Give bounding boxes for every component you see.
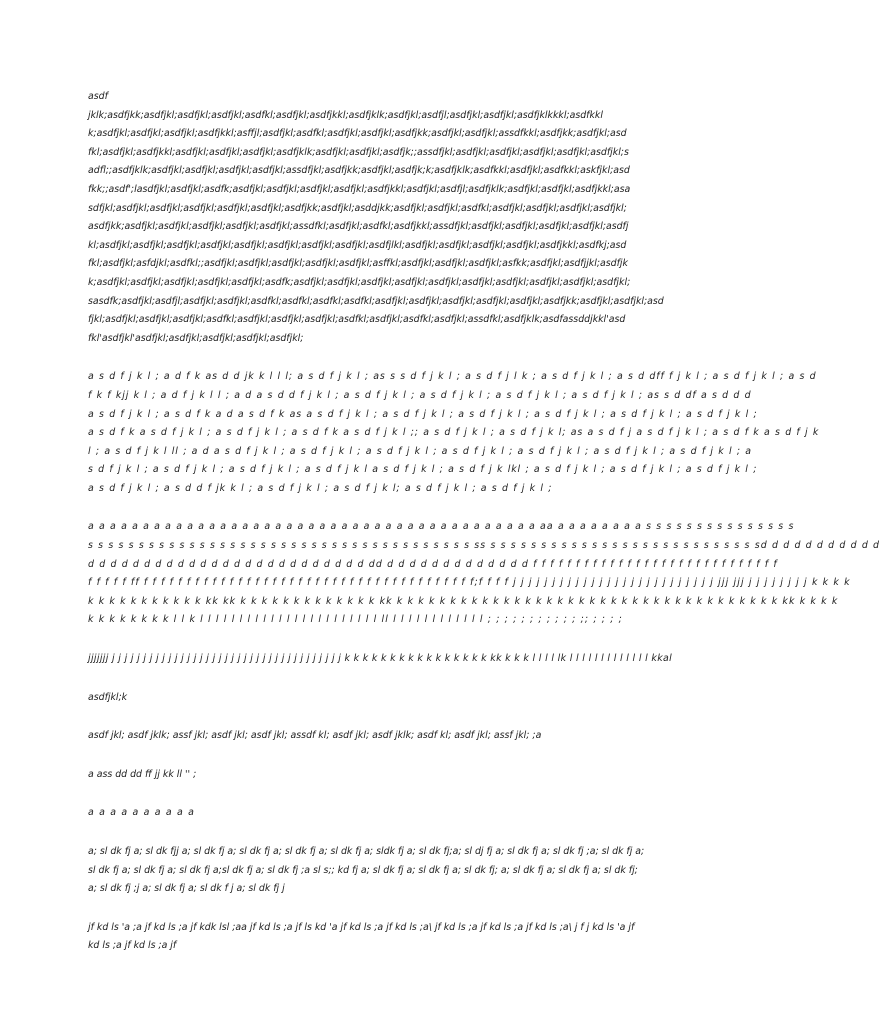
text-line: asdf <box>88 91 108 102</box>
text-line: fkl;asdfjkl;asdfjkkl;asdfjkl;asdfjkl;asdfjkl;asdfjklk;asdfjkl;asdfjkl;asdfjk;;assdfjkl;asdfjkl;asdfjkl;asdfjkl;asdfjkl;asdfjkl;s <box>88 146 629 158</box>
text-line: kd ls ;a jf kd ls ;a jf <box>88 940 177 952</box>
text-line: a a a a a a a a a a a a a a a a a a a a a a a a a a a a a a a a a a a a a a a a a aa a a a a a a a a s s s s s s s s s s s s s s s <box>88 521 795 533</box>
paragraph-4 <box>88 650 680 669</box>
text-line: jf kd ls 'a ;a jf kd ls ;a jf kdk lsl ;aa jf kd ls ;a jf ls kd 'a jf kd ls ;a jf kd ls ;a\ jf kd ls ;a jf kd ls ;a jf kd ls ;a\ j f j kd ls 'a jf <box>88 921 635 933</box>
text-line: sdfjkl;asdfjkl;asdfjkl;asdfjkl;asdfjkl;asdfjkl;asdfjkk;asdfjkl;asddjkk;asdfjkl;asdfjkl;asdfkl;asdfjkl;asdfjkl;asdfjkl;asdfjkl; <box>88 202 627 214</box>
paragraph-7 <box>88 766 680 785</box>
paragraph-5 <box>88 689 680 708</box>
text-line: asdfjkl;k <box>88 691 128 703</box>
paragraph-2 <box>88 368 820 498</box>
text-line: asdfjkk;asdfjkl;asdfjkl;asdfjkl;asdfjkl;asdfjkl;assdfkl;asdfjkl;asdfkl;asdfjkkl;assdfjkl;asdfjkl;asdfjkl;asdfjkl;asdfjkl;asdfj <box>88 221 629 233</box>
text-line: a s d f j k l ; a s d f k a d a s d f k as a s d f j k l ; a s d f j k l ; a s d f j k l ; a s d f j k l ; a s d f j k l ; a s d f j k l ; <box>88 408 758 420</box>
text-line: a ass dd dd ff jj kk ll '' ; <box>88 768 197 780</box>
document-page <box>88 88 880 976</box>
text-line: fkk;;asdf';lasdfjkl;asdfjkl;asdfk;asdfjkl;asdfjkl;asdfjkl;asdfjkl;asdfjkkl;asdfjkl;asdfjl;asdfjklk;asdfjkl;asdfjkl;asdfjkkl;asa <box>88 183 631 195</box>
paragraph-3 <box>88 518 880 630</box>
text-line: s d f j k l ; a s d f j k l ; a s d f j k l ; a s d f j k l a s d f j k l ; a s d f j k lkl ; a s d f j k l ; a s d f j k l ; a s d f j k l ; <box>88 464 758 476</box>
text-line: f k f kjj k l ; a d f j k l l ; a d a s d d f j k l ; a s d f j k l ; a s d f j k l ; a s d f j k l ; a s d f j k l ; as s d df a s d d d <box>88 389 752 401</box>
text-line: sasdfk;asdfjkl;asdfjl;asdfjkl;asdfjkl;asdfkl;asdfkl;asdfkl;asdfkl;asdfjkl;asdfjkl;asdfjkl;asdfjkl;asdfjkl;asdfjkk;asdfjkl;asdfjkl;asd <box>88 295 664 307</box>
text-line: adfl;;asdfjklk;asdfjkl;asdfjkl;asdfjkl;asdfjkl;assdfjkl;asdfjkk;asdfjkl;asdfjk;k;asdfjklk;asdfkkl;asdfjkl;asdfkkl;askfjkl;asd <box>88 165 630 177</box>
text-line: k;asdfjkl;asdfjkl;asdfjkl;asdfjkkl;asffjl;asdfjkl;asdfkl;asdfjkl;asdfjkl;asdfjkk;asdfjkl;asdfjkl;assdfkkl;asdfjkk;asdfjkl;asd <box>88 128 627 140</box>
text-line: l ; a s d f j k l ll ; a d a s d f j k l ; a s d f j k l ; a s d f j k l ; a s d f j k l ; a s d f j k l ; a s d f j k l ; a s d f j k l ; a <box>88 445 752 457</box>
text-line: jklk;asdfjkk;asdfjkl;asdfjkl;asdfjkl;asdfkl;asdfjkl;asdfjkkl;asdfjklk;asdfjkl;asdfjl;asdfjkl;asdfjkl;asdfjklkkkl;asdfkkl <box>88 109 603 121</box>
text-line: kl;asdfjkl;asdfjkl;asdfjkl;asdfjkl;asdfjkl;asdfjkl;asdfjkl;asdfjkl;asdfjlkl;asdfjkl;asdfjkl;asdfjkl;asdfjkl;asdfjkkl;asdfkj;asd <box>88 239 627 251</box>
text-line: fkl'asdfjkl'asdfjkl;asdfjkl;asdfjkl;asdfjkl;asdfjkl; <box>88 332 304 344</box>
text-line: a; sl dk fj ;j a; sl dk fj a; sl dk f j a; sl dk fj j <box>88 883 285 895</box>
text-line: a; sl dk fj a; sl dk fjj a; sl dk fj a; sl dk fj a; sl dk fj a; sl dk fj a; sldk fj a; sl dk fj;a; sl dj fj a; sl dk fj a; sl dk fj ;a; sl dk fj a; <box>88 846 645 857</box>
text-line: k k k k k k k k l l k l l l l l l l l l l l l l l l l l l l l l l l ll l l l l l l l l l l l l ; ; ; ; ; ; ; ; ; ; ; ;; ; ; ; ; <box>88 614 623 626</box>
text-line: d d d d d d d d d d d d d d d d d d d d d d d d d dd d d d d d d d d d d d d d f f f f f f f f f f f f f f f f f f f f f f f f f f f f f <box>88 558 778 570</box>
paragraph-1 <box>88 88 680 348</box>
text-line: a s d f k a s d f j k l ; a s d f j k l ; a s d f k a s d f j k l ;; a s d f j k l ; a s d f j k l; as a s d f j a s d f j k l ; a s d f k a s d f j k <box>88 427 820 439</box>
text-line: fkl;asdfjkl;asfdjkl;asdfkl;;asdfjkl;asdfjkl;asdfjkl;asdfjkl;asdfjkl;asffkl;asdfjkl;asdfjkl;asdfjkl;asfkk;asdfjkl;asdfjjkl;asdfjk <box>88 258 628 270</box>
text-line: k;asdfjkl;asdfjkl;asdfjkl;asdfjkl;asdfjkl;asdfk;asdfjkl;asdfjkl;asdfjkl;asdfjkl;asdfjkl;asdfjkl;asdfjkl;asdfjkl;asdfjkl;asdfjkl; <box>88 276 631 288</box>
text-line: asdf jkl; asdf jklk; assf jkl; asdf jkl; asdf jkl; assdf kl; asdf jkl; asdf jklk; asdf kl; asdf jkl; assf jkl; ;a <box>88 730 542 742</box>
text-line: f f f f f ff f f f f f f f f f f f f f f f f f f f f f f f f f f f f f f f f f f f f f f f;f f f f j j j j j j j j j j j j j j j j j j j j j j j j j j jjj jjj j j j j j j j j k k k k <box>88 577 851 589</box>
paragraph-6 <box>88 727 680 746</box>
text-line: k k k k k k k k k k k kk kk k k k k k k k k k k k k k kk k k k k k k k k k k k k k k k k k k k k k k k k k k k k k k k k k k k k kk k k k k <box>88 595 839 607</box>
paragraph-9 <box>88 843 680 899</box>
text-line: sl dk fj a; sl dk fj a; sl dk fj a;sl dk fj a; sl dk fj ;a sl s;; kd fj a; sl dk fj a; sl dk fj a; sl dk fj; a; sl dk fj a; sl dk fj a; sl dk fj; <box>88 864 638 876</box>
paragraph-8 <box>88 804 680 823</box>
text-line: a s d f j k l ; a d f k as d d jk k l l l; a s d f j k l ; as s s d f j k l ; a s d f j l k ; a s d f j k l ; a s d dff f j k l ; a s d f j k l ; a s d <box>88 371 817 383</box>
text-line: fjkl;asdfjkl;asdfjkl;asdfjkl;asdfkl;asdfjkl;asdfjkl;asdfjkl;asdfkl;asdfjkl;asdfkl;asdfjkl;assdfkl;asdfjklk;asdfassddjkkl'asd <box>88 314 626 326</box>
text-line: s s s s s s s s s s s s s s s s s s s s s s s s s s s s s s s s s s s s s s ss s s s s s s s s s s s s s s s s s s s s s s s s s s sd d d d d d d d d d d <box>88 540 880 552</box>
text-line: a a a a a a a a a a <box>88 807 196 819</box>
text-line: jjjjjjj j j j j j j j j j j j j j j j j j j j j j j j j j j j j j j j j j j j j j k k k k k k k k k k k k k k k k kk k k k l l l l lk l l l l l l l l l l l l l kkal <box>88 653 673 665</box>
text-line: a s d f j k l ; a s d d f jk k l ; a s d f j k l ; a s d f j k l; a s d f j k l ; a s d f j k l ; <box>88 482 553 494</box>
paragraph-10 <box>88 919 680 956</box>
